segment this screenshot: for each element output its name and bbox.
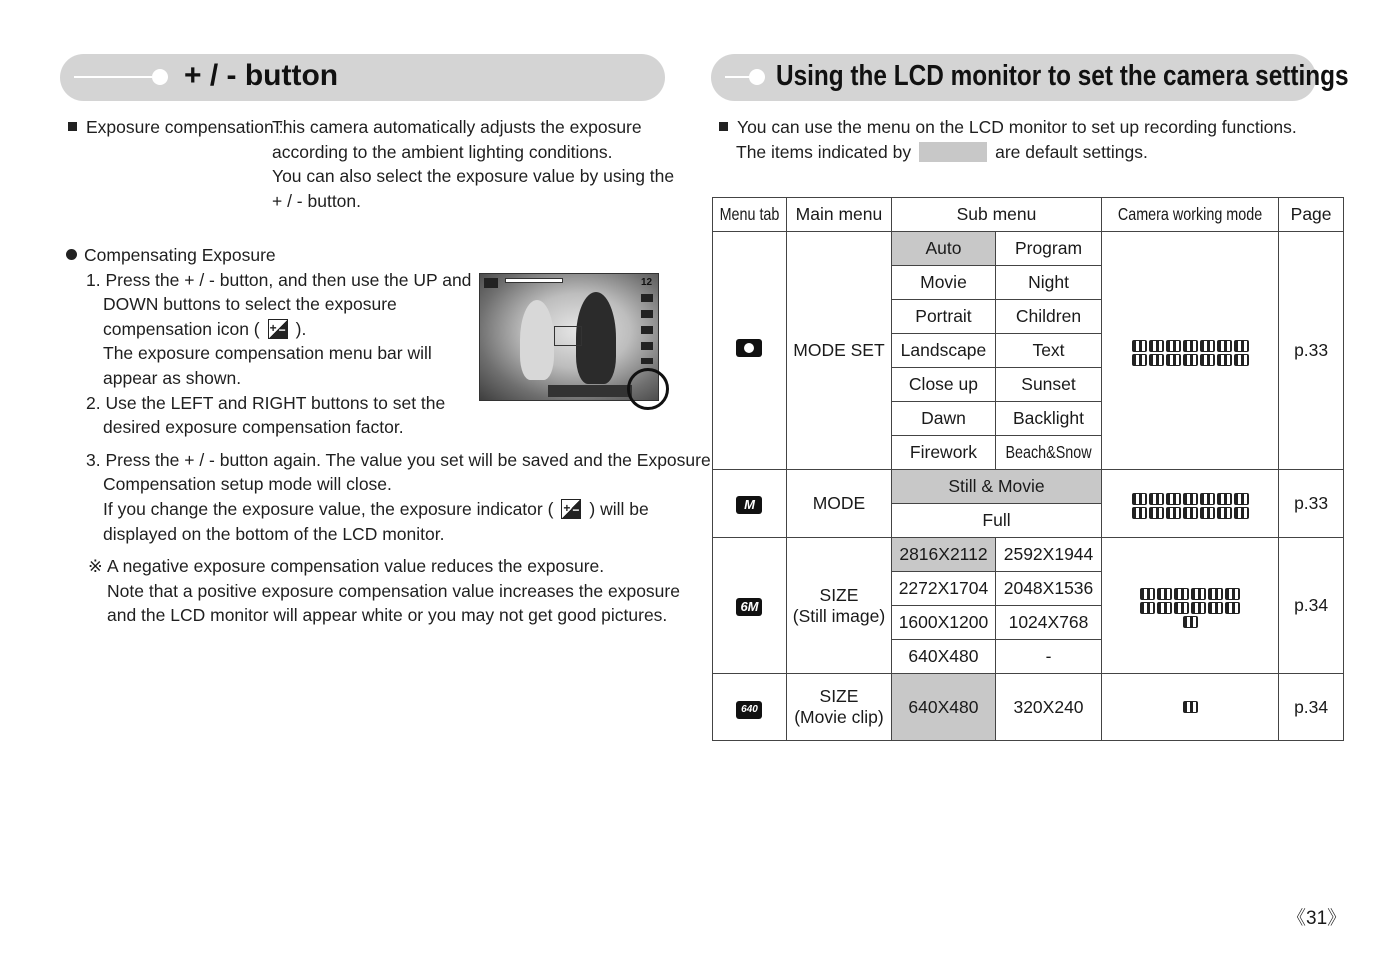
sub-menu-cell: Portrait: [891, 300, 995, 334]
tab-size-cell: [713, 538, 787, 674]
sub-menu-cell: Still & Movie: [891, 470, 1101, 504]
size-640-icon: 640: [736, 701, 762, 719]
note-line-1: A negative exposure compensation value reduces the exposure.: [107, 556, 605, 576]
mode-icon: [1157, 588, 1172, 600]
mode-icon: [1217, 493, 1232, 505]
mode-icon: [1157, 602, 1172, 614]
mode-icon: [1132, 493, 1147, 505]
right-intro-line-1: You can use the menu on the LCD monitor to set up recording functions.: [719, 115, 1297, 140]
left-section-title: + / - button: [184, 59, 339, 92]
working-mode-cell: [1102, 674, 1279, 741]
tab-movie-size-cell: [713, 674, 787, 741]
header-decor-dot: [152, 69, 168, 85]
mode-icons-group: [1124, 493, 1256, 519]
header-decor-dot: [749, 69, 765, 85]
mode-icon: [1200, 340, 1215, 352]
mode-icon: [1217, 340, 1232, 352]
mode-icon: [1132, 354, 1147, 366]
mode-icon: [1166, 354, 1181, 366]
exposure-intro-line-3: You can also select the exposure value by using the: [272, 166, 675, 186]
page-ref-cell: p.34: [1279, 538, 1344, 674]
sub-menu-cell: Movie: [891, 266, 995, 300]
bride-figure: [520, 300, 554, 380]
sub-menu-cell: Sunset: [995, 368, 1101, 402]
zoom-bar: [505, 278, 563, 283]
mode-icon: [1217, 354, 1232, 366]
step1-line-5: appear as shown.: [103, 368, 242, 388]
mode-icon: [1234, 507, 1249, 519]
right-intro-line-2: The items indicated by are default settings.: [736, 142, 1148, 162]
mode-icons-group: [1135, 588, 1245, 628]
circle-bullet-icon: [66, 249, 77, 260]
note-mark: ※: [88, 556, 103, 576]
mode-icon: [1183, 340, 1198, 352]
sub-menu-cell: Landscape: [891, 334, 995, 368]
mode-icon: [1234, 354, 1249, 366]
sub-menu-cell: 320X240: [995, 674, 1101, 741]
mode-icon: [1149, 340, 1164, 352]
sub-menu-cell: Close up: [891, 368, 995, 402]
tab-mode-cell: [713, 470, 787, 538]
sub-menu-cell: 1600X1200: [891, 606, 995, 640]
mode-icon: [1234, 340, 1249, 352]
mode-icon: [1149, 507, 1164, 519]
default-setting-swatch: [919, 142, 987, 162]
mode-icon: [1149, 493, 1164, 505]
sub-menu-cell: Firework: [891, 436, 995, 470]
step2-line-1: 2. Use the LEFT and RIGHT buttons to set the: [86, 393, 446, 413]
tab-camera-cell: [713, 232, 787, 470]
mode-icon: [1183, 616, 1198, 628]
sub-menu-cell: 640X480: [891, 640, 995, 674]
header-camera-working-mode: Camera working mode: [1102, 198, 1279, 232]
mode-icon: [1174, 602, 1189, 614]
note-line-2: Note that a positive exposure compensation value increases the exposure: [107, 581, 680, 601]
size-6m-icon: 6M: [736, 598, 762, 616]
step2-line-2: desired exposure compensation factor.: [103, 417, 404, 437]
mode-icon: [1208, 588, 1223, 600]
sub-menu-cell: 1024X768: [995, 606, 1101, 640]
main-menu-size-still: SIZE (Still image): [786, 538, 891, 674]
sub-menu-cell: Auto: [891, 232, 995, 266]
exposure-intro-line-1: This camera automatically adjusts the exposure: [272, 117, 642, 137]
step3-line-4: displayed on the bottom of the LCD monitor.: [103, 524, 445, 544]
mode-icon: [1183, 493, 1198, 505]
groom-figure: [576, 292, 616, 384]
main-menu-mode: MODE: [786, 470, 891, 538]
mode-icon: [1208, 602, 1223, 614]
working-mode-cell: [1102, 232, 1279, 470]
table-row: [713, 232, 1344, 266]
step1-line-2: DOWN buttons to select the exposure: [103, 294, 397, 314]
main-menu-mode-set: MODE SET: [786, 232, 891, 470]
focus-frame: [554, 326, 582, 346]
page-ref-cell: p.33: [1279, 470, 1344, 538]
square-bullet-icon: [68, 122, 77, 131]
sub-menu-cell: Full: [891, 504, 1101, 538]
sub-menu-cell: Beach&Snow: [995, 436, 1101, 470]
sub-menu-cell: 2272X1704: [891, 572, 995, 606]
exposure-compensation-icon: [268, 319, 288, 339]
table-header-row: [713, 198, 1344, 232]
mode-icon: [1166, 340, 1181, 352]
main-menu-size-movie: SIZE (Movie clip): [786, 674, 891, 741]
sub-menu-cell: Text: [995, 334, 1101, 368]
mode-icon: [1200, 493, 1215, 505]
note-line-3: and the LCD monitor will appear white or you may not get good pictures.: [107, 605, 668, 625]
mode-icon: [1183, 354, 1198, 366]
header-decor-line: [74, 76, 152, 78]
exposure-intro-line-2: according to the ambient lighting conditions.: [272, 142, 613, 162]
settings-table: [712, 197, 1344, 741]
working-mode-cell: [1102, 538, 1279, 674]
step1-line-3: compensation icon (+ − ).: [103, 317, 306, 342]
mode-icon: [1225, 602, 1240, 614]
mode-icon: [1217, 507, 1232, 519]
sub-menu-cell: 640X480: [891, 674, 995, 741]
step3-line-2: Compensation setup mode will close.: [103, 474, 392, 494]
camera-mode-icon: [484, 278, 498, 288]
mode-m-icon: M: [736, 496, 762, 514]
mode-icon: [1191, 588, 1206, 600]
table-row: [713, 538, 1344, 572]
sub-menu-cell: Backlight: [995, 402, 1101, 436]
page-number: 《31》: [1287, 908, 1347, 929]
sub-menu-cell: Program: [995, 232, 1101, 266]
step1-line-1: 1. Press the + / - button, and then use the UP and: [86, 270, 472, 290]
step1-line-4: The exposure compensation menu bar will: [103, 343, 432, 363]
header-sub-menu: Sub menu: [891, 198, 1101, 232]
right-section-header: [711, 54, 1349, 101]
sub-menu-cell: Night: [995, 266, 1101, 300]
highlight-circle: [627, 368, 669, 410]
right-section-title: Using the LCD monitor to set the camera settings: [776, 60, 1349, 92]
sub-menu-cell: 2048X1536: [995, 572, 1101, 606]
camera-icon: [736, 339, 762, 357]
mode-icons-group: [1124, 340, 1256, 366]
mode-icon: [1200, 354, 1215, 366]
page-ref-cell: p.33: [1279, 232, 1344, 470]
mode-icon: [1234, 493, 1249, 505]
header-main-menu: Main menu: [786, 198, 891, 232]
movie-mode-icon: [1183, 701, 1198, 713]
page-ref-cell: p.34: [1279, 674, 1344, 741]
step3-line-1: 3. Press the + / - button again. The value you set will be saved and the Exposure: [86, 450, 711, 470]
sub-menu-cell: 2816X2112: [891, 538, 995, 572]
mode-icon: [1225, 588, 1240, 600]
left-section-header: [60, 54, 665, 101]
mode-icon: [1191, 602, 1206, 614]
exposure-indicator-icon: [561, 499, 581, 519]
exposure-intro-line-4: + / - button.: [272, 191, 362, 211]
sub-menu-cell: Dawn: [891, 402, 995, 436]
shots-remaining: 12: [641, 277, 653, 288]
table-row: [713, 674, 1344, 741]
mode-icon: [1166, 493, 1181, 505]
lcd-status-icons: [641, 294, 653, 364]
header-page: Page: [1279, 198, 1344, 232]
table-row: [713, 470, 1344, 504]
exposure-menu-bar: [548, 385, 632, 397]
mode-icon: [1132, 340, 1147, 352]
mode-icon: [1140, 588, 1155, 600]
mode-icon: [1140, 602, 1155, 614]
step3-line-3: If you change the exposure value, the exposure indicator (+ − ) will be: [103, 497, 649, 522]
mode-icon: [1166, 507, 1181, 519]
sub-menu-cell: 2592X1944: [995, 538, 1101, 572]
sub-menu-cell: -: [995, 640, 1101, 674]
mode-icon: [1132, 507, 1147, 519]
working-mode-cell: [1102, 470, 1279, 538]
mode-icon: [1174, 588, 1189, 600]
section-heading: Compensating Exposure: [66, 243, 276, 268]
header-menu-tab: Menu tab: [713, 198, 787, 232]
mode-icon: [1200, 507, 1215, 519]
sub-menu-cell: Children: [995, 300, 1101, 334]
mode-icon: [1149, 354, 1164, 366]
exposure-intro-label: Exposure compensation :: [68, 115, 283, 140]
mode-icon: [1183, 507, 1198, 519]
square-bullet-icon: [719, 122, 728, 131]
